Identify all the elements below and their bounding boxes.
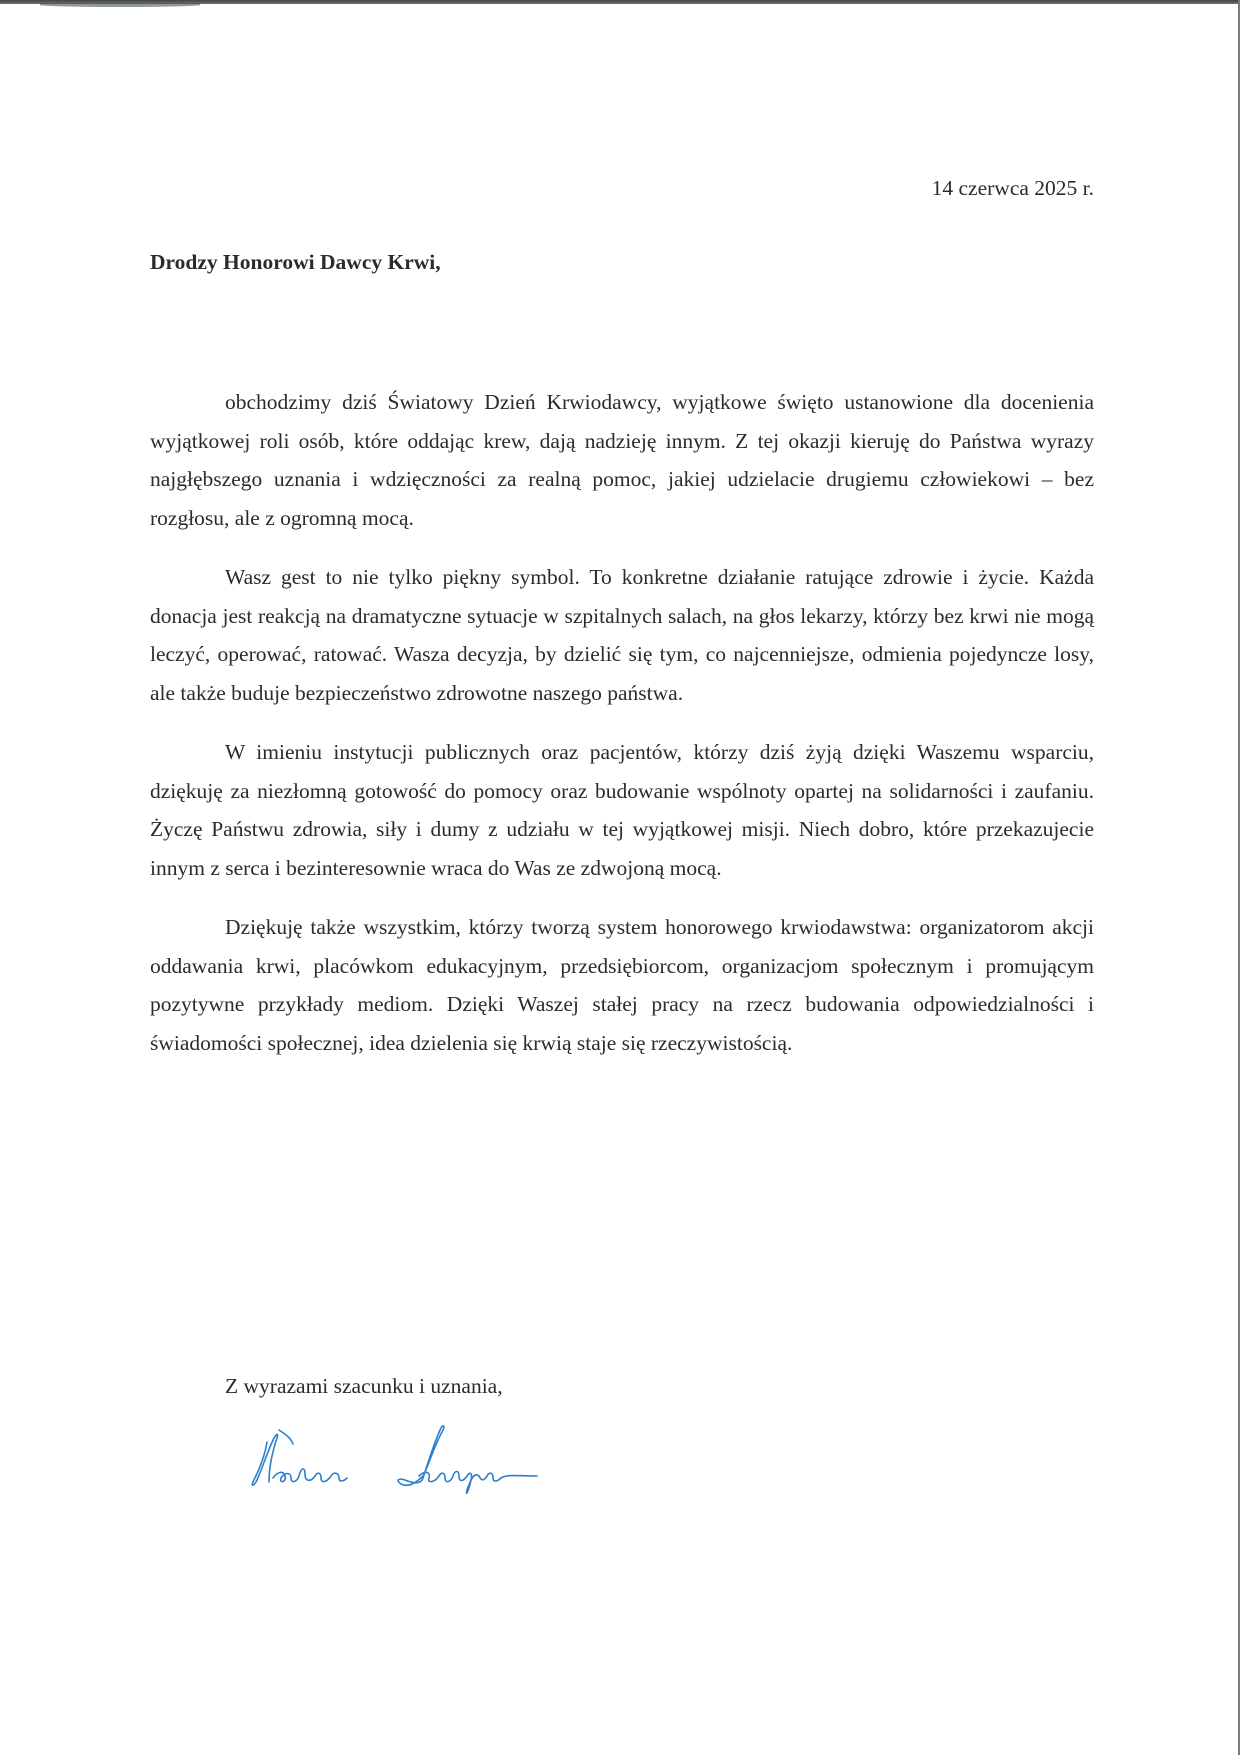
letter-paragraph-1: obchodzimy dziś Światowy Dzień Krwiodawcy, wyjątkowe święto ustanowione dla docenienia wyjątkowej roli osób, które oddając krew, dają nadzieję innym. Z tej okazji kieruję do Państwa wyrazy najgłębszego uznania i wdzięczności za realną pomoc, jakiej udzielacie drugiemu człowiekowi – bez rozgłosu, ale z ogromną mocą. (150, 390, 1094, 530)
letter-paragraph-2: Wasz gest to nie tylko piękny symbol. To konkretne działanie ratujące zdrowie i życie. Każda donacja jest reakcją na dramatyczne sytuacje w szpitalnych salach, na głos lekarzy, którzy bez krwi nie mogą leczyć, operować, ratować. Wasza decyzja, by dzielić się tym, co najcenniejsze, odmienia pojedyncze losy, ale także buduje bezpieczeństwo zdrowotne naszego państwa. (150, 565, 1094, 705)
scan-edge-shadow (40, 3, 200, 7)
letter-closing: Z wyrazami szacunku i uznania, (225, 1374, 503, 1398)
letter-date: 14 czerwca 2025 r. (931, 176, 1094, 200)
letter-salutation: Drodzy Honorowi Dawcy Krwi, (150, 250, 441, 274)
signature-icon (245, 1420, 545, 1505)
letter-paragraph-3: W imieniu instytucji publicznych oraz pacjentów, którzy dziś żyją dzięki Waszemu wsparciu, dziękuję za niezłomną gotowość do pomocy oraz budowanie wspólnoty opartej na solidarności i zaufaniu. Życzę Państwu zdrowia, siły i dumy z udziału w tej wyjątkowej misji. Niech dobro, które przekazujecie innym z serca i bezinteresownie wraca do Was ze zdwojoną mocą. (150, 740, 1094, 880)
letter-paragraph-4: Dziękuję także wszystkim, którzy tworzą system honorowego krwiodawstwa: organizatorom akcji oddawania krwi, placówkom edukacyjnym, przedsiębiorcom, organizacjom społecznym i promującym pozytywne przykłady mediom. Dzięki Waszej stałej pracy na rzecz budowania odpowiedzialności i świadomości społecznej, idea dzielenia się krwią staje się rzeczywistością. (150, 915, 1094, 1055)
letter-body (150, 383, 1094, 1083)
